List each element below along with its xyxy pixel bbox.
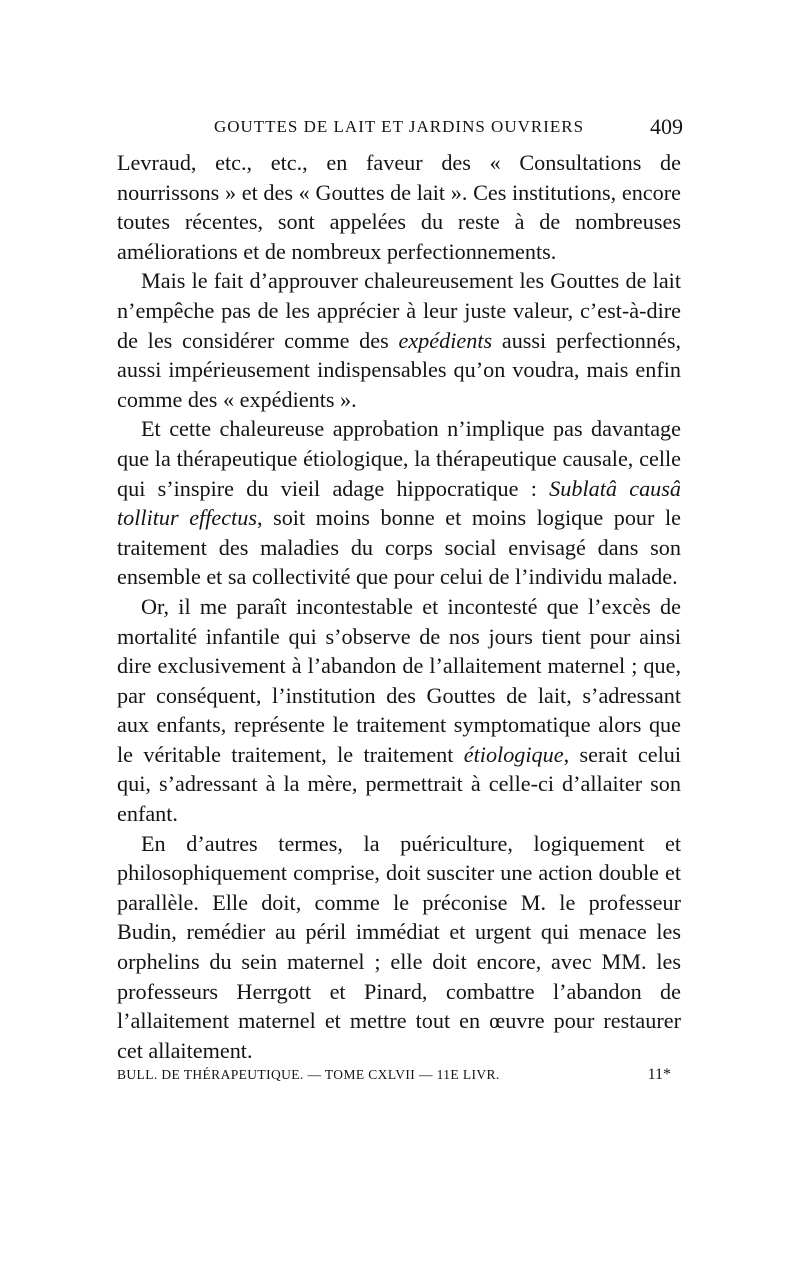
running-title: GOUTTES DE LAIT ET JARDINS OUVRIERS — [213, 117, 585, 136]
paragraph-text: En d’autres termes, la puériculture, logiquement et philosophiquement comprise, doit susciter une action double et parallèle. Elle doit, comme le préconise M. le professeur Budin, remédier au péril immédiat et urgent qui menace les orphelins du sein maternel ; elle doit encore, avec MM. les professeurs Herrgott et Pinard, combattre l’abandon de l’allaitement maternel et mettre tout en œuvre pour restaurer cet allaitement. — [117, 830, 681, 1063]
italic-text: expédients — [398, 327, 493, 353]
paragraph-text: , soit moins bonne et moins logique pour le traitement des maladies du corps social envisagé dans son ensemble et sa collectivité que pour celui de l’individu malade. — [117, 505, 681, 590]
paragraph-4 — [117, 592, 681, 829]
paragraph-text: , serait celui qui, s’adressant à la mère, permettrait à celle-ci d’allaiter son enfant. — [117, 741, 681, 827]
paragraph-3 — [117, 414, 681, 592]
paragraph-text: aussi perfectionnés, aussi impérieusement indispensables qu’on voudra, mais enfin comme des « expédients ». — [117, 327, 681, 412]
paragraph-text: Or, il me paraît incontestable et incontesté que l’excès de mortalité infantile qui s’observe de nos jours tient pour ainsi dire exclusivement à l’abandon de l’allaitement maternel ; que, par conséquent, l’institution des Gouttes de lait, s’adressant aux enfants, représente le traitement symptomatique alors que le véritable traitement, le traitement — [117, 593, 681, 767]
book-page — [117, 0, 681, 1262]
page-footer — [117, 1062, 681, 1088]
body-text — [117, 148, 681, 1065]
paragraph-2 — [117, 266, 681, 414]
paragraph-text: Mais le fait d’approuver chaleureusement les Gouttes de lait n’empêche pas de les apprécier à leur juste valeur, c’est-à-dire de les considérer comme des — [117, 268, 681, 353]
footer-signature-mark: 11* — [647, 1066, 671, 1083]
paragraph-1 — [117, 148, 681, 266]
italic-text: Sublatâ causâ tollitur effectus — [117, 475, 681, 531]
page-header — [117, 112, 681, 142]
paragraph-text: Levraud, etc., etc., en faveur des « Consultations de nourrissons » et des « Gouttes de lait ». Ces institutions, encore toutes récentes, sont appelées du reste à de nombreuses améliorations et de nombreux perfectionnements. — [117, 150, 681, 264]
footer-bulletin-reference: BULL. DE THÉRAPEUTIQUE. — TOME CXLVII — 11E LIVR. — [117, 1067, 500, 1082]
paragraph-text: Et cette chaleureuse approbation n’implique pas davantage que la thérapeutique étiologique, la thérapeutique causale, celle qui s’inspire du vieil adage hippocratique : — [117, 416, 681, 501]
italic-text: étiologique — [463, 741, 564, 767]
page-number: 409 — [650, 114, 683, 139]
paragraph-5 — [117, 829, 681, 1066]
